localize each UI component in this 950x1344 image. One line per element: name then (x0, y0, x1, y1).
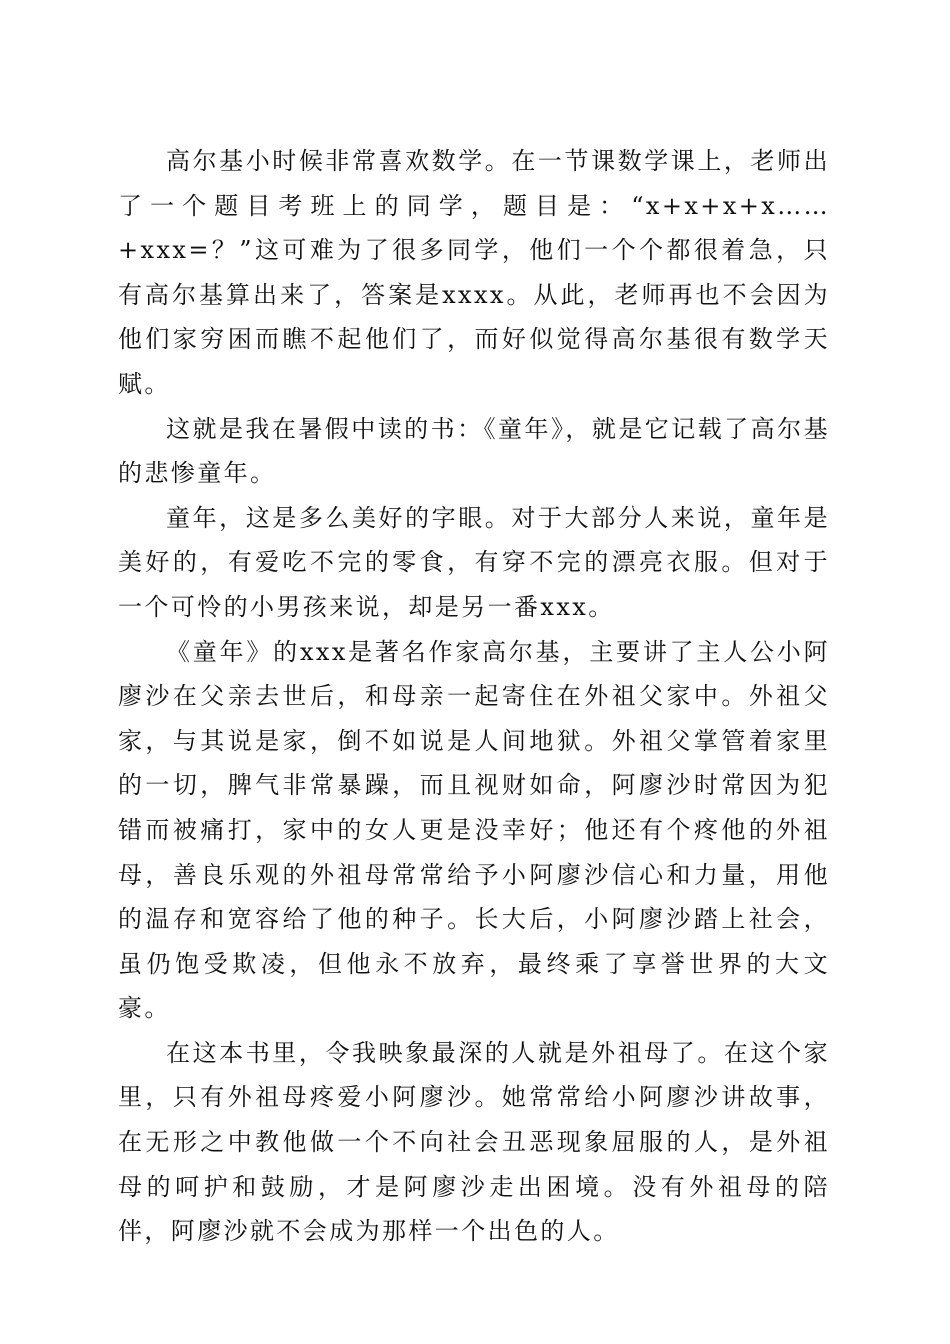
paragraph-5: 在这本书里，令我映象最深的人就是外祖母了。在这个家里，只有外祖母疼爱小阿廖沙。她常常给小阿廖沙讲故事，在无形之中教他做一个不向社会丑恶现象屈服的人，是外祖母的呵护和鼓励，才是阿廖沙走出困境。没有外祖母的陪伴，阿廖沙就不会成为那样一个出色的人。 (118, 1038, 830, 1246)
paragraph-3: 童年，这是多么美好的字眼。对于大部分人来说，童年是美好的，有爱吃不完的零食，有穿不完的漂亮衣服。但对于一个可怜的小男孩来说，却是另一番xxx。 (118, 503, 830, 621)
paragraph-2: 这就是我在暑假中读的书：《童年》，就是它记载了高尔基的悲惨童年。 (118, 414, 830, 488)
document-body (118, 139, 830, 1254)
paragraph-1: 高尔基小时候非常喜欢数学。在一节课数学课上，老师出了一个题目考班上的同学，题目是：“x+x+x+x……+xxx=？”这可难为了很多同学，他们一个个都很着急，只有高尔基算出来了，答案是xxxx。从此，老师再也不会因为他们家穷困而瞧不起他们了，而好似觉得高尔基很有数学天赋。 (118, 147, 830, 398)
paragraph-4: 《童年》的xxx是著名作家高尔基，主要讲了主人公小阿廖沙在父亲去世后，和母亲一起寄住在外祖父家中。外祖父家，与其说是家，倒不如说是人间地狱。外祖父掌管着家里的一切，脾气非常暴躁，而且视财如命，阿廖沙时常因为犯错而被痛打，家中的女人更是没幸好；他还有个疼他的外祖母，善良乐观的外祖母常常给予小阿廖沙信心和力量，用他的温存和宽容给了他的种子。长大后，小阿廖沙踏上社会，虽仍饱受欺凌，但他永不放弃，最终乘了享誉世界的大文豪。 (118, 637, 830, 1023)
